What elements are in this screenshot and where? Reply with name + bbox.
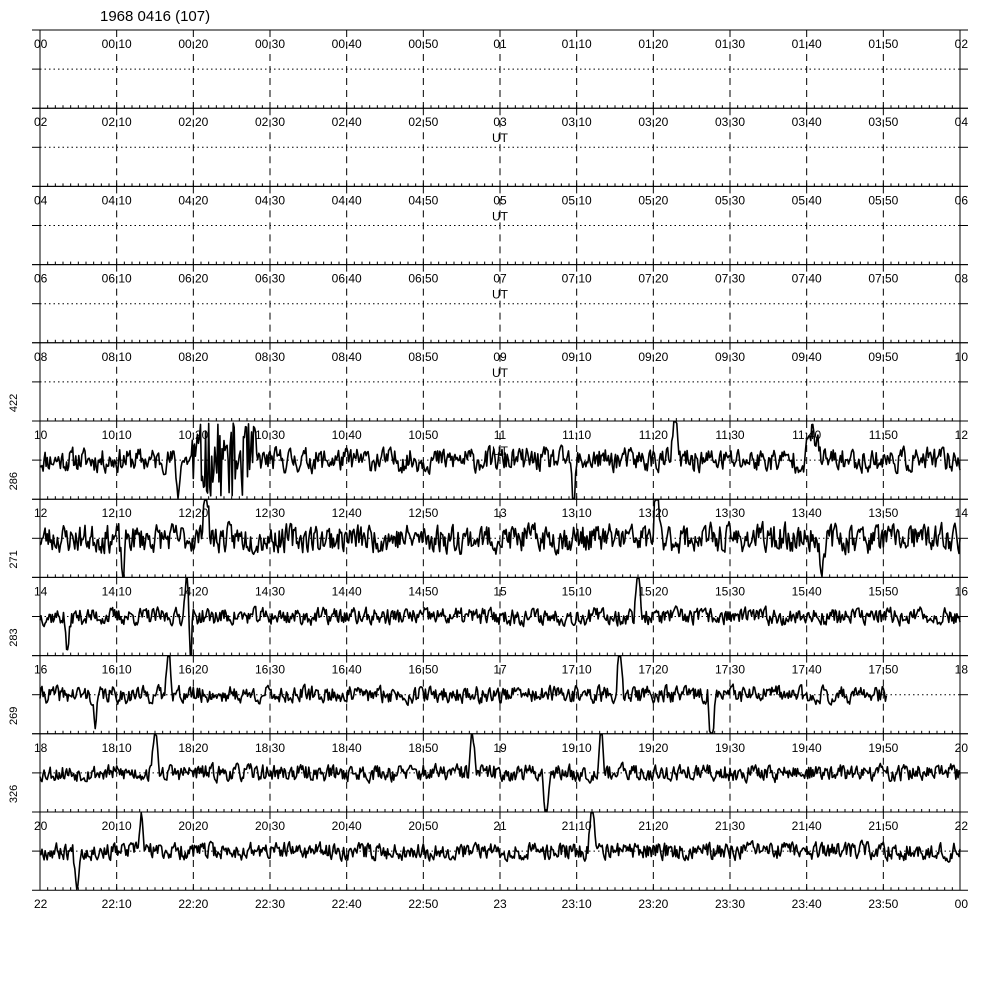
x-tick-label: 18:40 bbox=[331, 740, 362, 755]
x-tick-label: 01:40 bbox=[791, 37, 822, 51]
x-axis-label: UT bbox=[492, 444, 508, 458]
x-tick-label: 04 bbox=[954, 115, 968, 130]
x-tick-label: 02:20 bbox=[178, 115, 209, 130]
x-tick-label: 08 bbox=[954, 271, 968, 286]
x-tick-label: 20:20 bbox=[178, 819, 209, 833]
x-tick-label: 01:30 bbox=[714, 37, 746, 51]
x-tick-label: 14 bbox=[34, 584, 48, 599]
x-tick-label: 02 bbox=[34, 115, 48, 130]
x-tick-label: 12:40 bbox=[331, 506, 362, 521]
x-tick-label: 16:50 bbox=[408, 662, 439, 677]
x-tick-label: 16:20 bbox=[178, 662, 209, 677]
x-tick-label: 03:50 bbox=[868, 115, 899, 130]
x-tick-label: 10:20 bbox=[178, 428, 209, 442]
x-tick-label: 23:10 bbox=[561, 897, 592, 912]
x-tick-label: 16 bbox=[954, 584, 968, 599]
x-tick-label: 02:10 bbox=[101, 115, 132, 130]
station-label: 269 bbox=[8, 706, 20, 725]
x-tick-label: 17:50 bbox=[868, 662, 899, 677]
chart-title: 1968 0416 (107) bbox=[100, 8, 211, 25]
trace-row bbox=[8, 707, 968, 812]
x-tick-label: 06 bbox=[954, 193, 968, 208]
x-tick-label: 16:40 bbox=[331, 662, 362, 677]
x-tick-label: 08:30 bbox=[254, 349, 286, 364]
station-label: 271 bbox=[8, 550, 20, 569]
x-axis-label: UT bbox=[492, 209, 508, 224]
x-tick-label: 17:30 bbox=[714, 662, 746, 677]
x-tick-label: 17:40 bbox=[791, 662, 822, 677]
x-tick-label: 21:20 bbox=[638, 819, 669, 833]
x-tick-label: 14:20 bbox=[178, 584, 209, 599]
x-tick-label: 11:20 bbox=[638, 428, 668, 442]
x-tick-label: 00:50 bbox=[408, 37, 439, 51]
x-tick-label: 23:30 bbox=[714, 897, 746, 912]
x-tick-label: 07:20 bbox=[638, 271, 669, 286]
x-tick-label: 05:20 bbox=[638, 193, 669, 208]
x-tick-label: 18 bbox=[954, 662, 968, 677]
x-tick-label: 13:20 bbox=[638, 506, 669, 521]
x-tick-label: 18:20 bbox=[178, 740, 209, 755]
x-tick-label: 10:40 bbox=[331, 428, 362, 442]
station-label: 326 bbox=[8, 784, 20, 804]
x-tick-label: 07:10 bbox=[561, 271, 592, 286]
x-tick-label: 13:50 bbox=[868, 506, 899, 521]
x-tick-label: 07:30 bbox=[714, 271, 746, 286]
x-tick-label: 09:20 bbox=[638, 349, 669, 364]
x-tick-label: 00:30 bbox=[254, 37, 286, 51]
x-tick-label: 14 bbox=[954, 506, 968, 521]
x-tick-label: 11:50 bbox=[868, 428, 898, 442]
x-tick-label: 01 bbox=[493, 37, 507, 51]
x-tick-label: 15:20 bbox=[638, 584, 669, 599]
x-tick-label: 17 bbox=[493, 662, 507, 677]
x-tick-label: 16 bbox=[34, 662, 48, 677]
x-tick-label: 02:50 bbox=[408, 115, 439, 130]
x-tick-label: 11:40 bbox=[792, 428, 822, 442]
x-tick-label: 08:40 bbox=[331, 349, 362, 364]
x-tick-label: 13:30 bbox=[714, 506, 746, 521]
x-tick-label: 05:10 bbox=[561, 193, 592, 208]
x-tick-label: 13 bbox=[493, 506, 507, 521]
x-tick-label: 12:50 bbox=[408, 506, 439, 521]
x-tick-label: 16:30 bbox=[254, 662, 286, 677]
x-tick-label: 07:50 bbox=[868, 271, 899, 286]
trace-row bbox=[32, 343, 968, 421]
x-axis-label: UT bbox=[492, 365, 508, 380]
x-tick-label: 14:10 bbox=[101, 584, 132, 599]
x-tick-label: 02 bbox=[954, 37, 968, 51]
x-tick-label: 23 bbox=[493, 897, 507, 912]
station-label: 286 bbox=[8, 472, 20, 491]
x-tick-label: 13:40 bbox=[791, 506, 822, 521]
x-tick-label: 19:20 bbox=[638, 740, 669, 755]
x-tick-label: 00:40 bbox=[331, 37, 362, 51]
x-tick-label: 10:10 bbox=[101, 428, 132, 442]
x-tick-label: 09:30 bbox=[714, 349, 746, 364]
x-tick-label: 01:10 bbox=[561, 37, 592, 51]
x-tick-label: 09 bbox=[493, 349, 507, 364]
x-tick-label: 15:40 bbox=[791, 584, 822, 599]
x-tick-label: 19 bbox=[493, 740, 507, 755]
trace-row bbox=[32, 186, 968, 264]
x-tick-label: 03 bbox=[493, 115, 507, 130]
x-tick-label: 15:10 bbox=[561, 584, 592, 599]
x-tick-label: 00 bbox=[954, 897, 968, 912]
x-tick-label: 07:40 bbox=[791, 271, 822, 286]
x-tick-label: 19:50 bbox=[868, 740, 899, 755]
x-tick-label: 21:50 bbox=[868, 819, 899, 833]
x-tick-label: 21 bbox=[493, 819, 507, 833]
x-tick-label: 00 bbox=[34, 37, 48, 51]
trace-row bbox=[32, 108, 968, 186]
x-tick-label: 20 bbox=[34, 819, 48, 833]
x-tick-label: 07 bbox=[493, 271, 507, 286]
x-axis-label: UT bbox=[492, 131, 508, 146]
x-tick-label: 03:10 bbox=[561, 115, 592, 130]
x-tick-label: 12:30 bbox=[254, 506, 286, 521]
x-tick-label: 06:30 bbox=[254, 271, 286, 286]
x-tick-label: 21:10 bbox=[561, 819, 592, 833]
x-tick-label: 04 bbox=[34, 193, 48, 208]
trace-row bbox=[32, 265, 968, 343]
x-tick-label: 08:10 bbox=[101, 349, 132, 364]
x-tick-label: 15:30 bbox=[714, 584, 746, 599]
x-tick-label: 10 bbox=[34, 428, 48, 442]
x-tick-label: 20 bbox=[954, 740, 968, 755]
station-label: 422 bbox=[8, 393, 20, 413]
x-tick-label: 09:10 bbox=[561, 349, 592, 364]
x-tick-label: 14:40 bbox=[331, 584, 362, 599]
x-tick-label: 19:10 bbox=[561, 740, 592, 755]
x-tick-label: 10 bbox=[954, 349, 968, 364]
x-tick-label: 19:40 bbox=[791, 740, 822, 755]
x-tick-label: 08:50 bbox=[408, 349, 439, 364]
x-tick-label: 10:30 bbox=[254, 428, 286, 442]
x-tick-label: 20:50 bbox=[408, 819, 439, 833]
x-tick-label: 09:40 bbox=[791, 349, 822, 364]
x-tick-label: 23:20 bbox=[638, 897, 669, 912]
trace-row bbox=[8, 394, 968, 499]
x-tick-label: 05:50 bbox=[868, 193, 899, 208]
x-tick-label: 18 bbox=[34, 740, 48, 755]
x-tick-label: 12:10 bbox=[101, 506, 132, 521]
x-tick-label: 11 bbox=[493, 428, 507, 442]
x-tick-label: 00:20 bbox=[178, 37, 209, 51]
x-tick-label: 20:40 bbox=[331, 819, 362, 833]
x-tick-label: 12 bbox=[954, 428, 968, 442]
x-tick-label: 01:50 bbox=[868, 37, 899, 51]
x-tick-label: 21:30 bbox=[714, 819, 746, 833]
x-tick-label: 06:40 bbox=[331, 271, 362, 286]
x-tick-label: 22 bbox=[34, 897, 48, 912]
x-tick-label: 14:50 bbox=[408, 584, 439, 599]
x-tick-label: 22:50 bbox=[408, 897, 439, 912]
trace-row bbox=[32, 30, 968, 108]
x-tick-label: 06:10 bbox=[101, 271, 132, 286]
x-tick-label: 03:30 bbox=[714, 115, 746, 130]
x-tick-label: 00:10 bbox=[101, 37, 132, 51]
trace-row bbox=[8, 472, 968, 577]
x-tick-label: 23:50 bbox=[868, 897, 899, 912]
x-tick-label: 12:20 bbox=[178, 506, 209, 521]
x-tick-label: 05 bbox=[493, 193, 507, 208]
x-tick-label: 22:30 bbox=[254, 897, 286, 912]
x-tick-label: 01:20 bbox=[638, 37, 669, 51]
x-tick-label: 22 bbox=[954, 819, 968, 833]
x-tick-label: 15 bbox=[493, 584, 507, 599]
x-tick-label: 02:40 bbox=[331, 115, 362, 130]
x-tick-label: 22:10 bbox=[101, 897, 132, 912]
x-tick-label: 05:30 bbox=[714, 193, 746, 208]
x-tick-label: 15:50 bbox=[868, 584, 899, 599]
x-tick-label: 08:20 bbox=[178, 349, 209, 364]
x-tick-label: 06:20 bbox=[178, 271, 209, 286]
x-tick-label: 18:10 bbox=[101, 740, 132, 755]
x-tick-label: 20:10 bbox=[101, 819, 132, 833]
x-axis-label: UT bbox=[492, 287, 508, 302]
x-tick-label: 04:50 bbox=[408, 193, 439, 208]
x-tick-label: 05:40 bbox=[791, 193, 822, 208]
x-tick-label: 21:40 bbox=[791, 819, 822, 833]
x-tick-label: 16:10 bbox=[101, 662, 132, 677]
x-tick-label: 17:20 bbox=[638, 662, 669, 677]
x-tick-label: 06:50 bbox=[408, 271, 439, 286]
trace-row bbox=[8, 550, 968, 655]
x-tick-label: 12 bbox=[34, 506, 48, 521]
x-tick-label: 09:50 bbox=[868, 349, 899, 364]
x-tick-label: 13:10 bbox=[561, 506, 592, 521]
x-tick-label: 19:30 bbox=[714, 740, 746, 755]
x-tick-label: 06 bbox=[34, 271, 48, 286]
x-tick-label: 20:30 bbox=[254, 819, 286, 833]
x-tick-label: 18:50 bbox=[408, 740, 439, 755]
x-tick-label: 04:10 bbox=[101, 193, 132, 208]
x-tick-label: 08 bbox=[34, 349, 48, 364]
x-tick-label: 04:40 bbox=[331, 193, 362, 208]
x-tick-label: 22:20 bbox=[178, 897, 209, 912]
x-tick-label: 11:10 bbox=[562, 428, 592, 442]
x-tick-label: 14:30 bbox=[254, 584, 286, 599]
x-tick-label: 11:30 bbox=[715, 428, 745, 442]
station-label: 283 bbox=[8, 628, 20, 647]
x-tick-label: 03:40 bbox=[791, 115, 822, 130]
trace-row bbox=[8, 628, 968, 733]
x-tick-label: 04:30 bbox=[254, 193, 286, 208]
x-tick-label: 03:20 bbox=[638, 115, 669, 130]
x-tick-label: 10:50 bbox=[408, 428, 439, 442]
trace-row bbox=[8, 785, 968, 890]
x-tick-label: 23:40 bbox=[791, 897, 822, 912]
x-tick-label: 18:30 bbox=[254, 740, 286, 755]
x-tick-label: 22:40 bbox=[331, 897, 362, 912]
x-tick-label: 02:30 bbox=[254, 115, 286, 130]
x-tick-label: 17:10 bbox=[561, 662, 592, 677]
x-tick-label: 04:20 bbox=[178, 193, 209, 208]
